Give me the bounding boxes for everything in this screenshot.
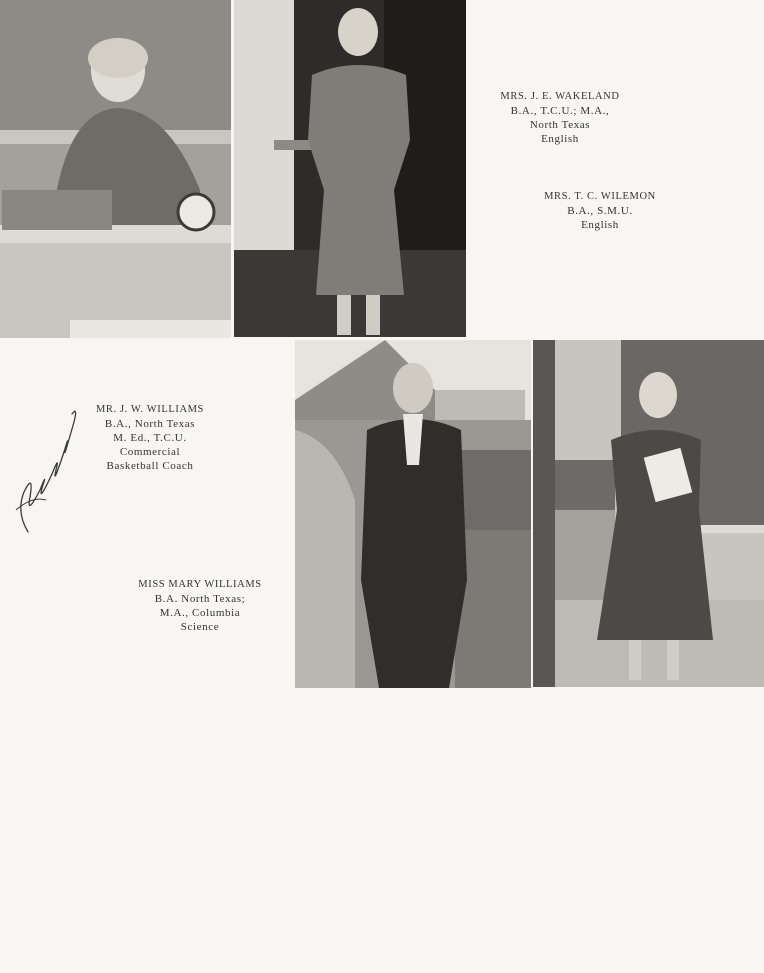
faculty-degree: B.A., T.C.U.; M.A., — [510, 105, 610, 117]
caption-jw-williams — [80, 403, 220, 473]
faculty-degree: North Texas — [529, 119, 591, 131]
faculty-degree: M. Ed., T.C.U. — [113, 432, 187, 444]
faculty-name: MRS. T. C. WILEMON — [544, 191, 656, 202]
photo-woman-at-desk — [0, 0, 231, 338]
faculty-subject: English — [581, 219, 619, 231]
faculty-degree: B.A. North Texas; — [154, 593, 246, 605]
photo-woman-standing-hallway — [234, 0, 466, 337]
photo-woman-with-books — [533, 340, 764, 687]
faculty-name: MRS. J. E. WAKELAND — [500, 91, 620, 102]
caption-wakeland — [480, 90, 640, 146]
faculty-name: MISS MARY WILLIAMS — [138, 579, 262, 590]
handwritten-signature-icon — [6, 392, 86, 542]
caption-mary-williams — [130, 578, 270, 634]
faculty-subject: Commercial — [119, 446, 181, 458]
faculty-subject: English — [541, 133, 579, 145]
faculty-degree: M.A., Columbia — [159, 607, 241, 619]
caption-wilemon — [530, 190, 670, 232]
faculty-degree: B.A., North Texas — [104, 418, 196, 430]
faculty-degree: B.A., S.M.U. — [567, 205, 633, 217]
faculty-subject: Science — [180, 621, 220, 633]
photo-man-by-car — [295, 340, 531, 688]
faculty-extra-role: Basketball Coach — [106, 460, 194, 472]
faculty-name: MR. J. W. WILLIAMS — [95, 404, 205, 415]
